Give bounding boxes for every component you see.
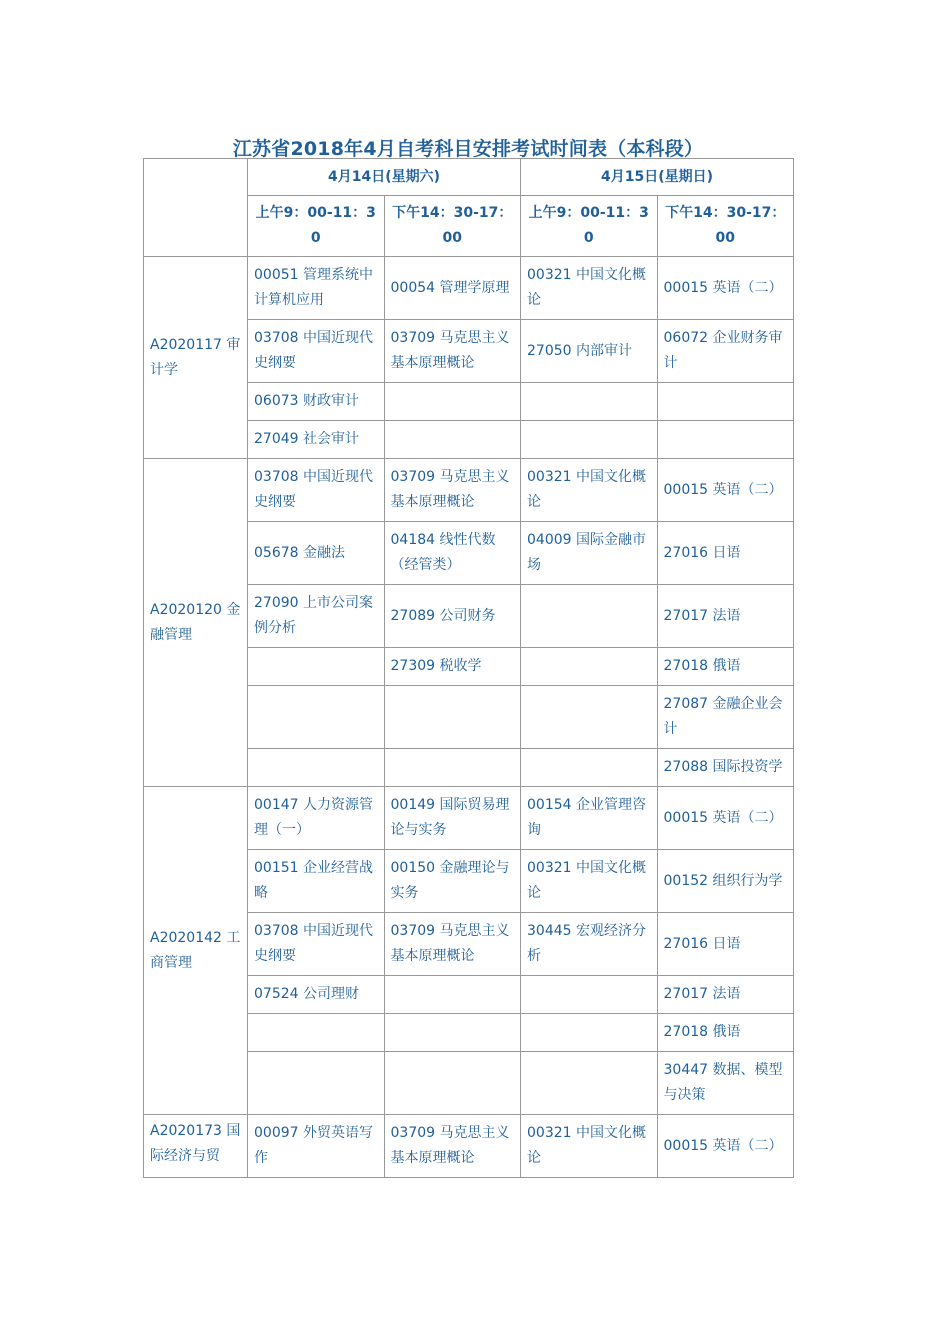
course-cell: 00150 金融理论与实务 xyxy=(384,850,521,913)
corner-cell xyxy=(144,159,248,257)
course-cell: 00152 组织行为学 xyxy=(657,850,794,913)
course-cell xyxy=(248,686,385,749)
course-cell: 00015 英语（二） xyxy=(657,787,794,850)
major-cell: A2020142 工商管理 xyxy=(144,787,248,1115)
course-cell: 00051 管理系统中计算机应用 xyxy=(248,257,385,320)
course-cell: 07524 公司理财 xyxy=(248,976,385,1014)
course-cell: 27050 内部审计 xyxy=(521,320,658,383)
course-cell xyxy=(521,585,658,648)
course-cell: 00321 中国文化概论 xyxy=(521,850,658,913)
course-cell: 03709 马克思主义基本原理概论 xyxy=(384,1115,521,1178)
course-cell xyxy=(384,749,521,787)
course-cell: 27089 公司财务 xyxy=(384,585,521,648)
table-row xyxy=(144,1115,794,1178)
course-cell: 04184 线性代数（经管类） xyxy=(384,522,521,585)
course-cell xyxy=(521,648,658,686)
course-cell: 00149 国际贸易理论与实务 xyxy=(384,787,521,850)
page-title: 江苏省2018年4月自考科目安排考试时间表（本科段） xyxy=(232,138,704,160)
course-cell: 27018 俄语 xyxy=(657,1014,794,1052)
course-cell: 00097 外贸英语写作 xyxy=(248,1115,385,1178)
course-cell: 00015 英语（二） xyxy=(657,459,794,522)
course-cell xyxy=(384,976,521,1014)
course-cell xyxy=(657,383,794,421)
course-cell: 27017 法语 xyxy=(657,976,794,1014)
course-cell: 27087 金融企业会计 xyxy=(657,686,794,749)
course-cell: 00321 中国文化概论 xyxy=(521,257,658,320)
course-cell xyxy=(384,686,521,749)
course-cell xyxy=(384,383,521,421)
course-cell: 00147 人力资源管理（一） xyxy=(248,787,385,850)
course-cell: 00054 管理学原理 xyxy=(384,257,521,320)
table-row xyxy=(144,787,794,850)
course-cell: 03709 马克思主义基本原理概论 xyxy=(384,320,521,383)
session-header-sat-pm: 下午14：30-17：00 xyxy=(384,196,521,257)
exam-schedule-table xyxy=(143,158,794,1178)
session-header-sun-pm: 下午14：30-17：00 xyxy=(657,196,794,257)
major-cell: A2020173 国际经济与贸 xyxy=(144,1115,248,1178)
course-cell: 27309 税收学 xyxy=(384,648,521,686)
course-cell: 00015 英语（二） xyxy=(657,1115,794,1178)
day-header-sun: 4月15日(星期日) xyxy=(521,159,794,196)
course-cell: 27090 上市公司案例分析 xyxy=(248,585,385,648)
course-cell xyxy=(248,1014,385,1052)
course-cell xyxy=(521,1014,658,1052)
course-cell: 27016 日语 xyxy=(657,913,794,976)
course-cell xyxy=(384,1014,521,1052)
major-cell: A2020117 审计学 xyxy=(144,257,248,459)
course-cell: 00321 中国文化概论 xyxy=(521,1115,658,1178)
course-cell xyxy=(384,1052,521,1115)
course-cell xyxy=(521,421,658,459)
course-cell: 30445 宏观经济分析 xyxy=(521,913,658,976)
session-header-sat-am: 上午9：00-11：30 xyxy=(248,196,385,257)
course-cell xyxy=(657,421,794,459)
course-cell: 00151 企业经营战略 xyxy=(248,850,385,913)
course-cell xyxy=(384,421,521,459)
table-row xyxy=(144,459,794,522)
course-cell: 27088 国际投资学 xyxy=(657,749,794,787)
course-cell: 03709 马克思主义基本原理概论 xyxy=(384,913,521,976)
course-cell: 27016 日语 xyxy=(657,522,794,585)
course-cell: 27049 社会审计 xyxy=(248,421,385,459)
course-cell: 06072 企业财务审计 xyxy=(657,320,794,383)
course-cell xyxy=(248,1052,385,1115)
course-cell: 00154 企业管理咨询 xyxy=(521,787,658,850)
course-cell xyxy=(248,648,385,686)
course-cell: 27017 法语 xyxy=(657,585,794,648)
table-row xyxy=(144,257,794,320)
course-cell: 00321 中国文化概论 xyxy=(521,459,658,522)
course-cell: 05678 金融法 xyxy=(248,522,385,585)
course-cell: 06073 财政审计 xyxy=(248,383,385,421)
course-cell xyxy=(521,1052,658,1115)
course-cell: 03708 中国近现代史纲要 xyxy=(248,913,385,976)
course-cell xyxy=(521,976,658,1014)
course-cell: 03709 马克思主义基本原理概论 xyxy=(384,459,521,522)
course-cell xyxy=(521,686,658,749)
course-cell: 30447 数据、模型与决策 xyxy=(657,1052,794,1115)
course-cell xyxy=(521,383,658,421)
course-cell xyxy=(248,749,385,787)
course-cell: 00015 英语（二） xyxy=(657,257,794,320)
course-cell: 03708 中国近现代史纲要 xyxy=(248,459,385,522)
course-cell: 04009 国际金融市场 xyxy=(521,522,658,585)
course-cell: 03708 中国近现代史纲要 xyxy=(248,320,385,383)
course-cell xyxy=(521,749,658,787)
session-header-sun-am: 上午9：00-11：30 xyxy=(521,196,658,257)
day-header-sat: 4月14日(星期六) xyxy=(248,159,521,196)
course-cell: 27018 俄语 xyxy=(657,648,794,686)
major-cell: A2020120 金融管理 xyxy=(144,459,248,787)
